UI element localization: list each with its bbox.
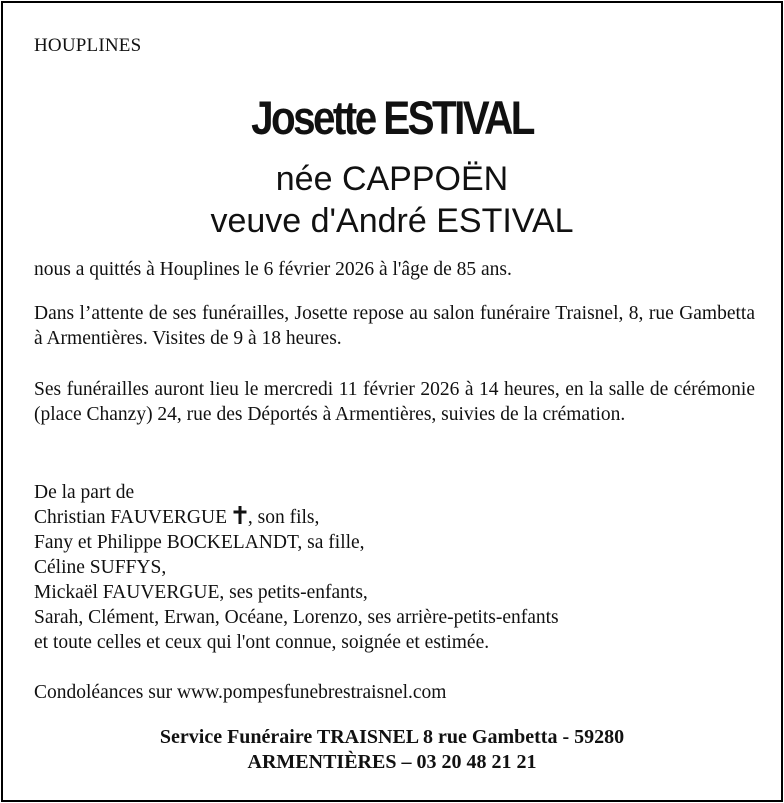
family-line: et toute celles et ceux qui l'ont connue, soignée et estimée. (34, 632, 490, 653)
family-line: Sarah, Clément, Erwan, Océane, Lorenzo, ses arrière-petits-enfants (34, 607, 559, 628)
funeral-paragraph: Ses funérailles auront lieu le mercredi 11 février 2026 à 14 heures, en la salle de cérémonie (place Chanzy) 24, rue des Déportés à Armentières, suivies de la crémation. (34, 379, 755, 425)
family-line: Mickaël FAUVERGUE, ses petits-enfants, (34, 582, 368, 603)
town-heading: HOUPLINES (34, 35, 142, 56)
footer-address: Service Funéraire TRAISNEL 8 rue Gambetta - 59280 (159, 726, 625, 748)
family-line: Céline SUFFYS, (34, 557, 167, 578)
family-line: Fany et Philippe BOCKELANDT, sa fille, (34, 532, 365, 553)
cross-icon (233, 506, 247, 524)
death-announcement: nous a quittés à Houplines le 6 février 2026 à l'âge de 85 ans. (34, 259, 512, 280)
footer-city-phone: ARMENTIÈRES – 03 20 48 21 21 (247, 751, 537, 773)
family-christian-name: Christian FAUVERGUE (34, 507, 228, 528)
obituary-notice (1, 1, 783, 802)
family-intro: De la part de (34, 482, 135, 503)
widow-of: veuve d'André ESTIVAL (210, 202, 574, 240)
deceased-name: Josette ESTIVAL (251, 91, 533, 144)
family-christian-suffix: , son fils, (247, 507, 320, 528)
funeral-service-footer (3, 725, 781, 775)
condolences-line: Condoléances sur www.pompesfunebrestraisnel.com (34, 682, 447, 703)
rest-paragraph: Dans l’attente de ses funérailles, Josette repose au salon funéraire Traisnel, 8, rue Gambetta à Armentières. Visites de 9 à 18 heures. (34, 303, 755, 349)
family-line-christian (34, 505, 755, 530)
family-list (34, 480, 755, 655)
maiden-name: née CAPPOËN (275, 160, 509, 198)
